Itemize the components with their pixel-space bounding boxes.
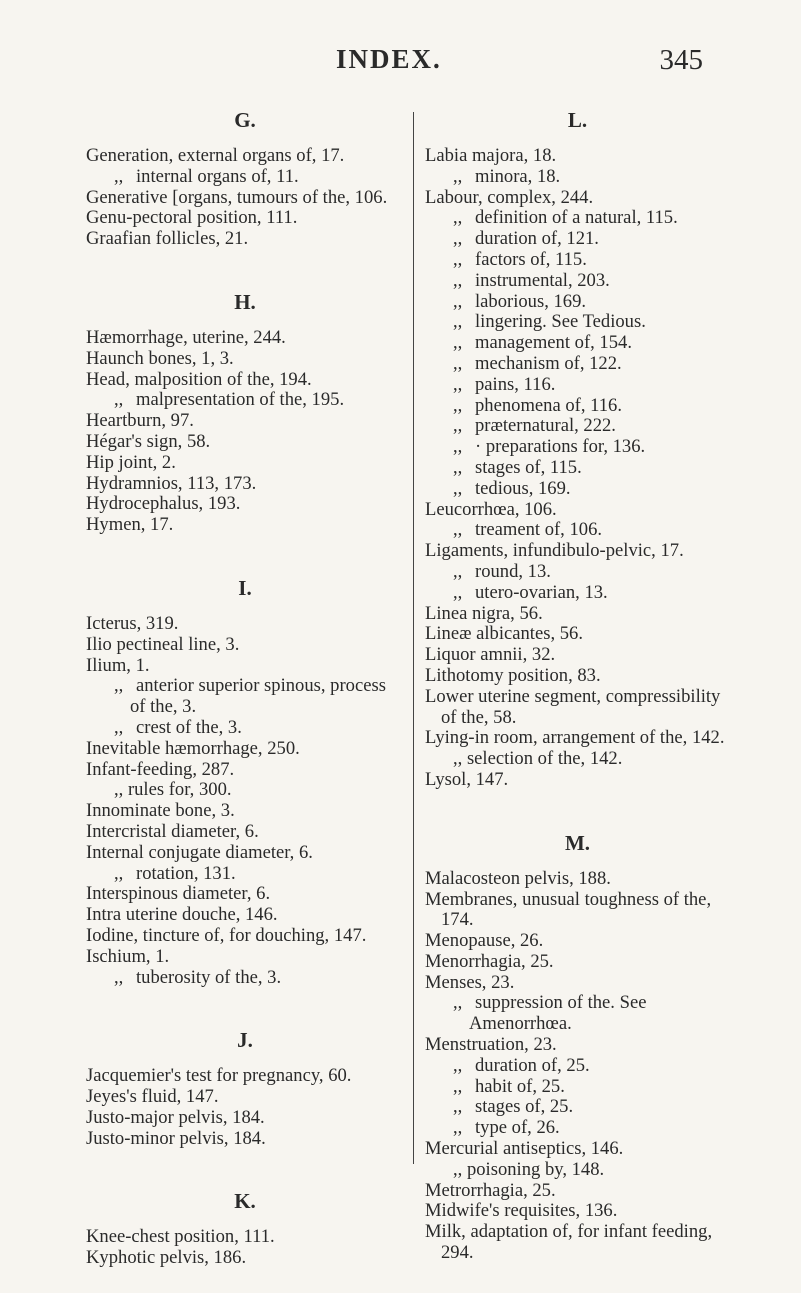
index-entry	[86, 494, 404, 515]
index-entry	[425, 973, 730, 994]
entry-text: Generative [organs, tumours of the, 106.	[86, 186, 388, 208]
index-entry	[86, 656, 404, 677]
entry-text: lingering. See Tedious.	[475, 311, 646, 333]
index-subentry	[425, 1097, 730, 1118]
index-entry	[425, 666, 730, 687]
entry-text: Mercurial antiseptics, 146.	[425, 1138, 624, 1160]
index-subentry	[425, 354, 730, 375]
entry-text: ,, selection of the, 142.	[453, 748, 623, 770]
entry-text: ,, rules for, 300.	[114, 779, 232, 801]
entry-text: suppression of the. See Amenorrhœa.	[469, 992, 647, 1035]
ditto-mark: ,,	[114, 862, 124, 884]
ditto-mark: ,,	[114, 165, 124, 187]
index-subentry	[86, 676, 404, 718]
entry-text: treament of, 106.	[475, 519, 603, 541]
ditto-mark: ,,	[453, 436, 463, 458]
index-section	[86, 290, 404, 536]
index-entry	[86, 614, 404, 635]
index-entry	[425, 869, 730, 890]
index-subentry	[425, 292, 730, 313]
ditto-mark: ,,	[453, 415, 463, 437]
index-entry	[425, 500, 730, 521]
index-entry	[86, 843, 404, 864]
index-entry	[425, 1139, 730, 1160]
entry-text: type of, 26.	[475, 1117, 560, 1139]
entry-text: Graafian follicles, 21.	[86, 228, 249, 250]
ditto-mark: ,,	[453, 519, 463, 541]
entry-text: Milk, adaptation of, for infant feeding, 294.	[425, 1221, 713, 1264]
entry-text: Justo-minor pelvis, 184.	[86, 1127, 266, 1149]
entry-text: Hydramnios, 113, 173.	[86, 472, 257, 494]
entry-text: Iodine, tincture of, for douching, 147.	[86, 924, 367, 946]
ditto-mark: ,,	[453, 456, 463, 478]
index-entry	[86, 1066, 404, 1087]
index-subentry	[425, 437, 730, 458]
running-head	[0, 44, 801, 84]
entry-text: definition of a natural, 115.	[475, 207, 678, 229]
index-entry	[86, 1108, 404, 1129]
ditto-mark: ,,	[453, 1054, 463, 1076]
entry-text: utero-ovarian, 13.	[475, 581, 608, 603]
index-entry	[425, 890, 730, 932]
section-letter: I.	[238, 575, 252, 600]
entry-text: habit of, 25.	[475, 1075, 565, 1097]
ditto-mark: ,,	[453, 560, 463, 582]
ditto-mark: ,,	[114, 716, 124, 738]
entry-text: Jacquemier's test for pregnancy, 60.	[86, 1065, 352, 1087]
index-subentry	[425, 458, 730, 479]
index-entry	[425, 146, 730, 167]
index-subentry	[86, 390, 404, 411]
index-entry	[86, 905, 404, 926]
entry-text: Lysol, 147.	[425, 768, 509, 790]
index-entry	[425, 541, 730, 562]
entry-text: Hégar's sign, 58.	[86, 430, 211, 452]
index-subentry	[425, 1056, 730, 1077]
ditto-mark: ,,	[453, 269, 463, 291]
column-divider	[413, 112, 414, 1164]
entry-text: Ischium, 1.	[86, 945, 170, 967]
index-entry	[86, 411, 404, 432]
entry-text: Hip joint, 2.	[86, 451, 176, 473]
index-entry	[425, 624, 730, 645]
index-subentry	[425, 1077, 730, 1098]
index-subentry	[425, 993, 730, 1035]
ditto-mark: ,,	[453, 352, 463, 374]
section-letter: J.	[237, 1028, 253, 1053]
index-subentry	[425, 250, 730, 271]
ditto-mark: ,,	[453, 248, 463, 270]
index-entry	[86, 515, 404, 536]
entry-text: internal organs of, 11.	[136, 165, 299, 187]
ditto-mark: ,,	[114, 966, 124, 988]
index-section	[425, 108, 730, 791]
index-subentry	[425, 333, 730, 354]
entry-text: Midwife's requisites, 136.	[425, 1200, 618, 1222]
entry-text: duration of, 25.	[475, 1054, 590, 1076]
index-entry	[86, 474, 404, 495]
entry-text: Linea nigra, 56.	[425, 602, 543, 624]
index-entry	[425, 931, 730, 952]
ditto-mark: ,,	[453, 581, 463, 603]
ditto-mark: ,,	[453, 1117, 463, 1139]
index-subentry	[425, 271, 730, 292]
index-entry	[86, 188, 404, 209]
entry-text: Internal conjugate diameter, 6.	[86, 841, 313, 863]
index-entry	[86, 801, 404, 822]
entry-text: ,, poisoning by, 148.	[453, 1158, 605, 1180]
entry-text: Metrorrhagia, 25.	[425, 1179, 556, 1201]
entry-text: stages of, 115.	[475, 456, 582, 478]
entry-text: Lineæ albicantes, 56.	[425, 623, 584, 645]
index-entry	[86, 739, 404, 760]
index-entry	[425, 1222, 730, 1264]
index-entry	[86, 947, 404, 968]
entry-text: Icterus, 319.	[86, 612, 179, 634]
index-entry	[86, 370, 404, 391]
page-title: INDEX.	[336, 44, 442, 74]
index-entry	[425, 1181, 730, 1202]
index-subentry	[425, 416, 730, 437]
index-subentry	[86, 718, 404, 739]
ditto-mark: ,,	[453, 290, 463, 312]
section-letter: K.	[234, 1189, 256, 1214]
index-entry	[86, 328, 404, 349]
ditto-mark: ,,	[114, 675, 124, 697]
index-entry	[86, 1248, 404, 1269]
ditto-mark: ,,	[453, 1075, 463, 1097]
index-entry	[425, 188, 730, 209]
entry-text: Jeyes's fluid, 147.	[86, 1086, 219, 1108]
entry-text: Labour, complex, 244.	[425, 186, 594, 208]
entry-text: Labia majora, 18.	[425, 145, 557, 166]
index-entry	[86, 1087, 404, 1108]
entry-text: Head, malposition of the, 194.	[86, 368, 312, 390]
entry-text: duration of, 121.	[475, 228, 599, 250]
section-letter: G.	[234, 108, 256, 132]
index-entry	[425, 952, 730, 973]
entry-text: pains, 116.	[475, 373, 556, 395]
index-section	[86, 108, 404, 250]
entry-text: tedious, 169.	[475, 477, 571, 499]
ditto-mark: ,,	[453, 477, 463, 499]
index-entry	[86, 822, 404, 843]
entry-text: crest of the, 3.	[136, 716, 242, 738]
entry-text: Ilio pectineal line, 3.	[86, 633, 240, 655]
index-subentry	[425, 396, 730, 417]
entry-text: malpresentation of the, 195.	[136, 389, 345, 411]
entry-text: Lying-in room, arrangement of the, 142.	[425, 727, 725, 749]
entry-text: præternatural, 222.	[475, 415, 616, 437]
ditto-mark: ,,	[453, 373, 463, 395]
ditto-mark: ,,	[453, 165, 463, 187]
index-entry	[425, 687, 730, 729]
entry-text: laborious, 169.	[475, 290, 587, 312]
entry-text: Heartburn, 97.	[86, 410, 194, 432]
index-entry	[425, 1035, 730, 1056]
index-entry	[86, 229, 404, 250]
section-letter: M.	[564, 830, 591, 855]
index-entry	[425, 770, 730, 791]
index-entry	[86, 635, 404, 656]
section-letter: L.	[567, 108, 588, 132]
entry-text: minora, 18.	[475, 165, 561, 187]
index-entry	[86, 926, 404, 947]
entry-text: rotation, 131.	[136, 862, 236, 884]
entry-text: Knee-chest position, 111.	[86, 1226, 275, 1248]
index-subentry	[425, 1118, 730, 1139]
index-column-right	[425, 108, 730, 1264]
index-section	[86, 576, 404, 988]
entry-text: Haunch bones, 1, 3.	[86, 347, 234, 369]
index-entry	[425, 1201, 730, 1222]
entry-text: Ligaments, infundibulo-pelvic, 17.	[425, 540, 684, 562]
ditto-mark: ,,	[453, 1096, 463, 1118]
index-entry	[425, 728, 730, 749]
entry-text: management of, 154.	[475, 332, 632, 354]
entry-text: · preparations for, 136.	[475, 436, 646, 458]
entry-text: Kyphotic pelvis, 186.	[86, 1247, 247, 1269]
section-letter: H.	[234, 289, 256, 314]
ditto-mark: ,,	[453, 332, 463, 354]
entry-text: Hymen, 17.	[86, 514, 174, 536]
entry-text: Ilium, 1.	[86, 654, 150, 676]
index-entry	[425, 645, 730, 666]
entry-text: Hæmorrhage, uterine, 244.	[86, 326, 286, 348]
entry-text: Menorrhagia, 25.	[425, 950, 554, 972]
index-subentry	[425, 229, 730, 250]
index-subentry	[86, 864, 404, 885]
index-column-left	[86, 108, 404, 1269]
entry-text: Lithotomy position, 83.	[425, 664, 601, 686]
index-entry	[86, 349, 404, 370]
entry-text: Membranes, unusual toughness of the, 174.	[425, 888, 712, 931]
index-subentry	[425, 312, 730, 333]
entry-text: Justo-major pelvis, 184.	[86, 1106, 265, 1128]
entry-text: Liquor amnii, 32.	[425, 644, 556, 666]
entry-text: Inevitable hæmorrhage, 250.	[86, 737, 300, 759]
index-subentry	[425, 1160, 730, 1181]
index-entry	[86, 453, 404, 474]
index-entry	[86, 208, 404, 229]
entry-text: instrumental, 203.	[475, 269, 610, 291]
entry-text: mechanism of, 122.	[475, 352, 622, 374]
entry-text: Genu-pectoral position, 111.	[86, 207, 298, 229]
entry-text: phenomena of, 116.	[475, 394, 622, 416]
index-section	[86, 1189, 404, 1269]
index-subentry	[425, 583, 730, 604]
entry-text: Hydrocephalus, 193.	[86, 493, 241, 515]
entry-text: tuberosity of the, 3.	[136, 966, 282, 988]
entry-text: Menopause, 26.	[425, 930, 544, 952]
entry-text: anterior superior spinous, process of the, 3.	[130, 675, 386, 718]
entry-text: stages of, 25.	[475, 1096, 574, 1118]
index-entry	[86, 884, 404, 905]
index-subentry	[425, 375, 730, 396]
entry-text: Interspinous diameter, 6.	[86, 883, 271, 905]
index-entry	[86, 146, 404, 167]
entry-text: Lower uterine segment, compressibility of the, 58.	[425, 685, 721, 728]
index-section	[425, 831, 730, 1264]
index-subentry	[86, 167, 404, 188]
index-entry	[86, 1129, 404, 1150]
index-entry	[86, 432, 404, 453]
entry-text: Infant-feeding, 287.	[86, 758, 235, 780]
ditto-mark: ,,	[453, 992, 463, 1014]
index-subentry	[425, 520, 730, 541]
ditto-mark: ,,	[453, 228, 463, 250]
index-subentry	[86, 780, 404, 801]
index-subentry	[425, 749, 730, 770]
index-entry	[86, 1227, 404, 1248]
index-entry	[425, 604, 730, 625]
entry-text: Leucorrhœa, 106.	[425, 498, 557, 520]
entry-text: Menstruation, 23.	[425, 1034, 557, 1056]
entry-text: factors of, 115.	[475, 248, 587, 270]
index-subentry	[86, 968, 404, 989]
entry-text: Innominate bone, 3.	[86, 800, 235, 822]
ditto-mark: ,,	[453, 311, 463, 333]
page-number: 345	[659, 44, 703, 76]
entry-text: Malacosteon pelvis, 188.	[425, 867, 611, 889]
ditto-mark: ,,	[453, 207, 463, 229]
index-subentry	[425, 562, 730, 583]
index-entry	[86, 760, 404, 781]
index-subentry	[425, 167, 730, 188]
entry-text: Intra uterine douche, 146.	[86, 904, 278, 926]
entry-text: Intercristal diameter, 6.	[86, 820, 259, 842]
index-section	[86, 1028, 404, 1149]
index-subentry	[425, 479, 730, 500]
ditto-mark: ,,	[114, 389, 124, 411]
entry-text: Menses, 23.	[425, 971, 515, 993]
index-subentry	[425, 208, 730, 229]
entry-text: Generation, external organs of, 17.	[86, 145, 345, 166]
ditto-mark: ,,	[453, 394, 463, 416]
entry-text: round, 13.	[475, 560, 551, 582]
